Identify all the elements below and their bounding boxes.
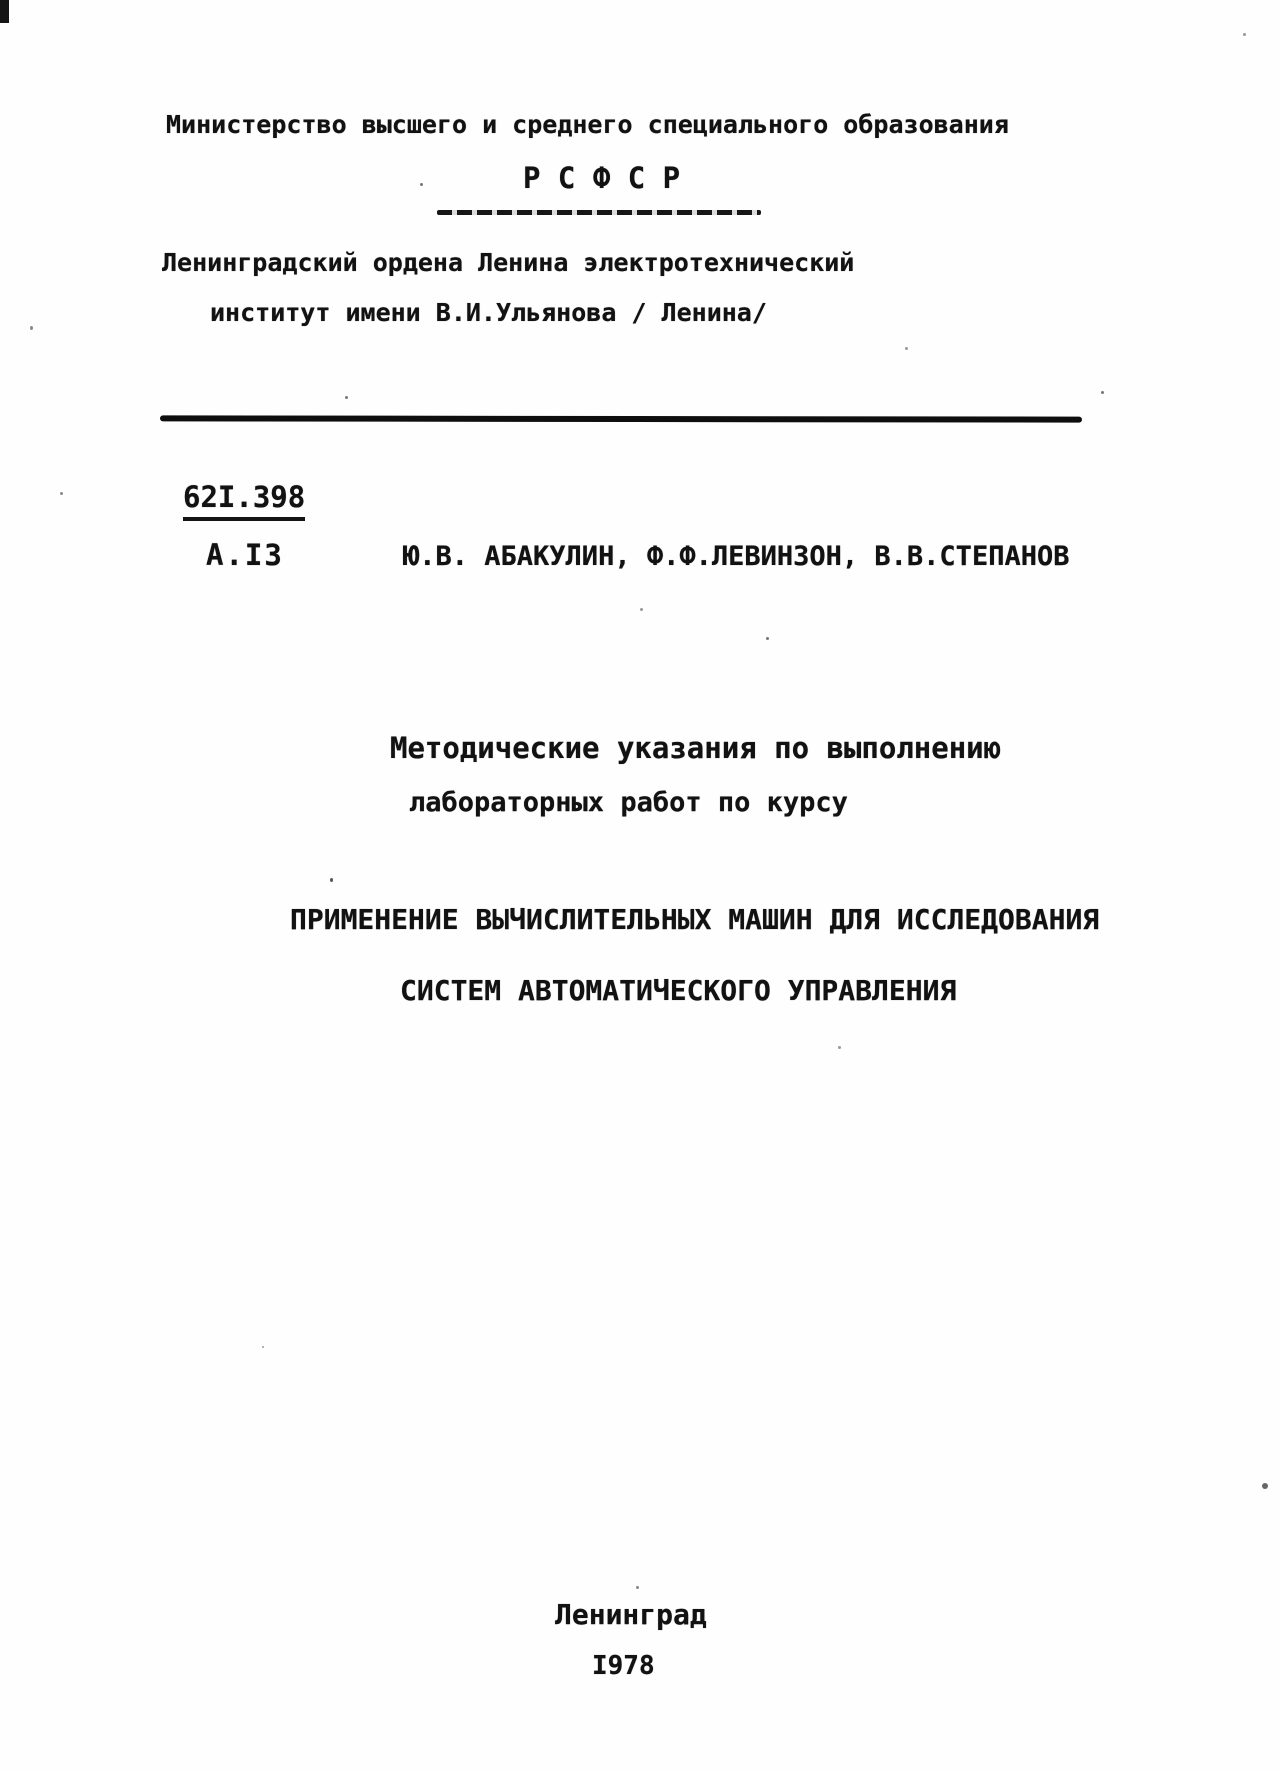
scan-speck (1243, 33, 1246, 36)
scan-speck (905, 347, 908, 350)
scan-speck (30, 326, 33, 330)
scan-speck (636, 1586, 639, 1589)
scan-speck (1262, 1483, 1268, 1489)
authors-line: Ю.В. АБАКУЛИН, Ф.Ф.ЛЕВИНЗОН, В.В.СТЕПАНОВ (403, 541, 1070, 572)
institute-line-1: Ленинградский ордена Ленина электротехнический (162, 248, 855, 277)
scan-speck (766, 637, 769, 640)
ministry-line: Министерство высшего и среднего специального образования (166, 110, 1009, 139)
scan-speck (60, 492, 63, 495)
scan-speck (640, 608, 643, 611)
title-line-2: СИСТЕМ АВТОМАТИЧЕСКОГО УПРАВЛЕНИЯ (400, 974, 957, 1007)
subtitle-line-1: Методические указания по выполнению (390, 731, 1002, 765)
scan-speck (838, 1046, 841, 1049)
scan-speck (1101, 391, 1104, 394)
scan-corner-artifact (0, 0, 9, 23)
scan-speck (330, 878, 333, 882)
republic-name: Р С Ф С Р (523, 161, 681, 195)
scan-speck (420, 183, 423, 186)
horizontal-rule (160, 415, 1082, 422)
city-name: Ленинград (555, 1598, 707, 1631)
scan-speck (345, 396, 348, 399)
dashed-separator (437, 210, 761, 215)
title-line-1: ПРИМЕНЕНИЕ ВЫЧИСЛИТЕЛЬНЫХ МАШИН ДЛЯ ИССЛЕДОВАНИЯ (290, 903, 1100, 936)
scan-speck (262, 1346, 264, 1348)
institute-line-2: институт имени В.И.Ульянова / Ленина/ (210, 298, 767, 327)
subtitle-line-2: лабораторных работ по курсу (409, 787, 848, 818)
catalog-index: А.I3 (206, 538, 284, 572)
udc-code: 62I.398 (183, 483, 305, 521)
publication-year: I978 (592, 1651, 655, 1681)
